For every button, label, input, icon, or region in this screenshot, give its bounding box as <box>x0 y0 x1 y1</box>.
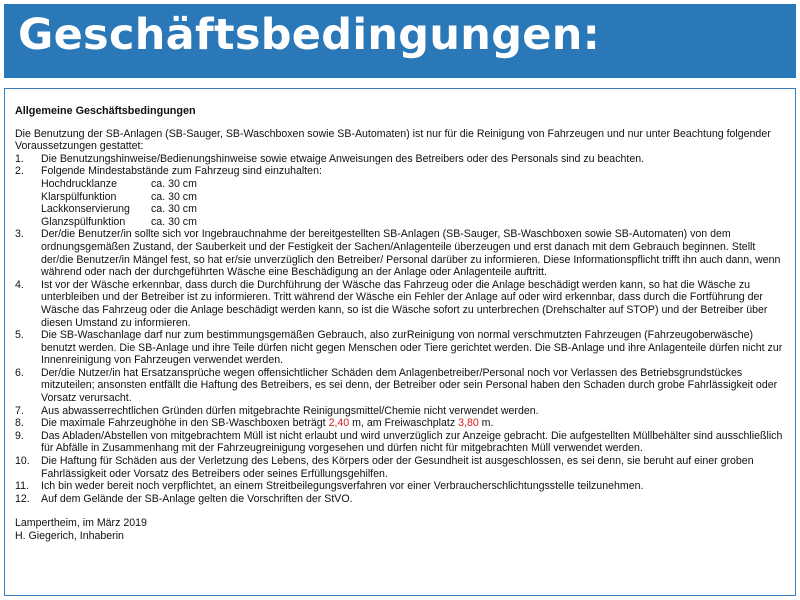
table-row <box>41 191 197 204</box>
item-number: 9. <box>15 429 24 442</box>
item-text: Aus abwasserrechtlichen Gründen dürfen mitgebrachte Reinigungsmittel/Chemie nicht verwendet werden. <box>41 404 539 417</box>
item-text-middle: m, am Freiwaschplatz <box>349 417 459 430</box>
item-text: Der/die Nutzer/in hat Ersatzansprüche wegen offensichtlicher Schäden dem Anlagenbetreiber/Personal noch vor Verlassen des Betriebsgrundstückes mitzuteilen; ansonsten entfällt die Haftung des Betreibers, es sei denn, der Betreiber oder sein Personal haben den Schaden durch grobe Fahrlässigkeit oder Vorsatz verursacht. <box>41 366 778 405</box>
box-height-value: 2,40 <box>328 417 350 430</box>
list-item <box>15 455 785 480</box>
item-text: Das Abladen/Abstellen von mitgebrachtem Müll ist nicht erlaubt und wird unverzüglich zur Anzeige gebracht. Die aufgestellten Müllbehälter sind ausschließlich für Abfälle in Zusammenhang mit der Fahrzeugreinigung vorgesehen und dürfen nicht für mitgebrachten Müll verwendet werden. <box>41 429 783 455</box>
distance-value: ca. 30 cm <box>151 177 197 190</box>
intro-paragraph: Die Benutzung der SB-Anlagen (SB-Sauger, SB-Waschboxen sowie SB-Automaten) ist nur für die Reinigung von Fahrzeugen und nur unter Beachtung folgender Voraussetzungen gestattet: <box>15 127 771 153</box>
list-item <box>15 493 785 506</box>
signature-line: H. Giegerich, Inhaberin <box>15 530 124 542</box>
item-text: Ist vor der Wäsche erkennbar, dass durch die Durchführung der Wäsche das Fahrzeug oder die Anlage beschädigt werden kann, so hat die Wäsche zu unterbleiben und der Betreiber ist zu informieren. Tritt während der Wäsche ein Fehler der Anlage auf oder wird erkennbar, dass durch die Fortführung der Wäsche das Fahrzeug oder die Anlage beschädigt werden kann, so ist die Wäsche sofort zu unterbrechen (Drehschalter auf STOP) und der Betreiber über diesen Umstand zu informieren. <box>41 278 768 329</box>
item-text: Die Benutzungshinweise/Bedienungshinweise sowie etwaige Anweisungen des Betreibers oder des Personals sind zu beachten. <box>41 152 645 165</box>
item-number: 11. <box>15 480 29 493</box>
item-text: Ich bin weder bereit noch verpflichtet, an einem Streitbeilegungsverfahren vor einer Verbraucherschlichtungsstelle teilzunehmen. <box>41 480 644 493</box>
item-number: 3. <box>15 228 24 241</box>
item-number: 12. <box>15 492 30 505</box>
item-text: Die Haftung für Schäden aus der Verletzung des Lebens, des Körpers oder der Gesundheit ist ausgeschlossen, es sei denn, sie beruht auf einer groben Fahrlässigkeit oder Vorsatz des Betreibers oder seines Erfüllungsgehilfen. <box>41 455 754 480</box>
header-banner <box>4 4 796 78</box>
item-text: Folgende Mindestabstände zum Fahrzeug sind einzuhalten: <box>41 165 322 178</box>
item-text: Auf dem Gelände der SB-Anlage gelten die Vorschriften der StVO. <box>41 492 353 505</box>
list-item <box>15 279 785 329</box>
distance-label: Glanzspülfunktion <box>41 215 126 228</box>
list-item <box>15 329 785 367</box>
list-item <box>15 228 785 278</box>
distance-label: Lackkonservierung <box>41 203 130 216</box>
item-text: Der/die Benutzer/in sollte sich vor Ingebrauchnahme der bereitgestellten SB-Anlagen (SB-Sauger, SB-Waschboxen sowie SB-Automaten) von dem ordnungsgemäßen Zustand, der Sauberkeit und der Festigkeit der Sachen/Anlagenteile überzeugen und erst danach mit dem Gebrauch beginnen. Stellt der/die Benutzer/in Mängel fest, so hat er/sie unverzüglich den Betreiber/ Personal darüber zu informieren. Diese Informationspflicht trifft ihn auch dann, wenn während oder nach der durchgeführten Wäsche eine Beschädigung an der Anlage oder Anlagenteile auftritt. <box>41 228 781 279</box>
item-number: 4. <box>15 278 24 291</box>
terms-document <box>4 88 796 596</box>
terms-list <box>15 153 785 506</box>
distance-value: ca. 30 cm <box>151 190 197 203</box>
item-number: 7. <box>15 404 24 417</box>
list-item <box>15 480 785 493</box>
item-number: 5. <box>15 329 24 342</box>
list-item <box>15 165 785 228</box>
item-number: 1. <box>15 152 24 165</box>
list-item <box>15 417 785 430</box>
list-item <box>15 430 785 455</box>
item-text-after: m. <box>478 417 494 430</box>
distance-label: Klarspülfunktion <box>41 190 117 203</box>
item-number: 8. <box>15 417 24 430</box>
place-date: Lampertheim, im März 2019 <box>15 517 147 530</box>
item-text: Die SB-Waschanlage darf nur zum bestimmungsgemäßen Gebrauch, also zurReinigung von normal verschmutzten Fahrzeugen (Fahrzeugoberwäsche) benutzt werden. Die SB-Anlage und ihre Teile dürfen nicht gegen Menschen oder Tiere gerichtet werden. Die SB-Anlage und ihre Anlagenteile dürfen nicht zur Innenreinigung von Fahrzeugen verwendet werden. <box>41 329 783 367</box>
list-item <box>15 405 785 418</box>
list-item <box>15 153 785 166</box>
page-title: Geschäftsbedingungen: <box>18 10 601 60</box>
distance-value: ca. 30 cm <box>151 203 197 216</box>
distance-value: ca. 30 cm <box>151 215 197 228</box>
distance-table <box>41 178 197 228</box>
item-text-before: Die maximale Fahrzeughöhe in den SB-Waschboxen beträgt <box>41 417 329 430</box>
distance-label: Hochdrucklanze <box>41 177 117 190</box>
table-row <box>41 216 197 229</box>
item-number: 2. <box>15 165 24 178</box>
item-number: 6. <box>15 366 24 379</box>
free-wash-height-value: 3,80 <box>458 417 479 430</box>
table-row <box>41 203 197 216</box>
item-number: 10. <box>15 455 30 468</box>
document-subtitle: Allgemeine Geschäftsbedingungen <box>15 105 196 117</box>
table-row <box>41 178 197 191</box>
document-content <box>15 105 785 543</box>
list-item <box>15 367 785 405</box>
